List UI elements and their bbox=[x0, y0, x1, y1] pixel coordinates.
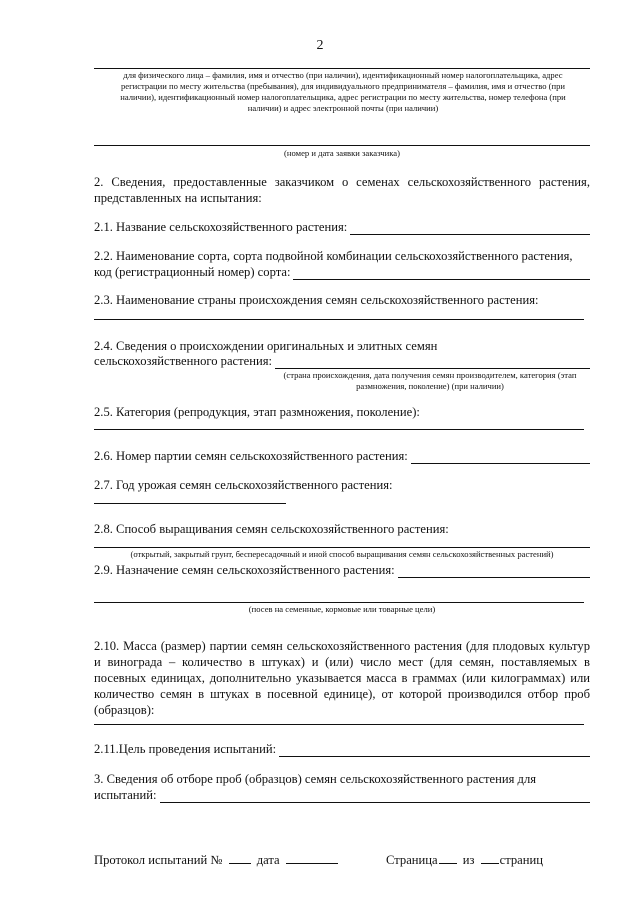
section-3-line[interactable] bbox=[160, 789, 591, 803]
pages-label: страниц bbox=[499, 853, 543, 867]
section-3-field[interactable] bbox=[94, 787, 590, 803]
section-2-title: 2. Сведения, предоставленные заказчиком о семенах сельскохозяйственного растения, представленных на испытания: bbox=[94, 175, 590, 205]
field-2-11-label: 2.11.Цель проведения испытаний: bbox=[94, 742, 277, 756]
field-2-8-label: 2.8. Способ выращивания семян сельскохозяйственного растения: bbox=[94, 522, 449, 536]
field-2-9-line[interactable] bbox=[398, 564, 590, 578]
field-2-5-label: 2.5. Категория (репродукция, этап размножения, поколение): bbox=[94, 405, 420, 419]
field-2-2-line[interactable] bbox=[293, 266, 590, 280]
field-2-4-label-a: 2.4. Сведения о происхождении оригинальных и элитных семян bbox=[94, 339, 438, 353]
field-2-5-line[interactable] bbox=[94, 429, 584, 430]
field-2-4[interactable] bbox=[94, 353, 590, 369]
field-2-8-caption: (открытый, закрытый грунт, беспересадочный и иной способ выращивания семян сельскохозяйственных растений) bbox=[130, 549, 554, 559]
field-2-6-line[interactable] bbox=[411, 450, 590, 464]
section-3-title-b: испытаний: bbox=[94, 788, 157, 802]
field-2-10-label: 2.10. Масса (размер) партии семян сельскохозяйственного растения (для плодовых культур и винограда – количество в штуках) и (или) число мест (для семян, поставляемых в посевных единицах, дополнительно указывается масса в граммах (или килограммах) или количество семян в штуках в посевной единице), от которой производился отбор проб (образцов): bbox=[94, 639, 590, 717]
protocol-number-field[interactable] bbox=[229, 851, 251, 864]
field-2-4-line[interactable] bbox=[275, 355, 590, 369]
field-2-11[interactable] bbox=[94, 741, 590, 757]
field-2-6[interactable] bbox=[94, 448, 590, 464]
date-label: дата bbox=[256, 853, 280, 867]
field-2-3-label: 2.3. Наименование страны происхождения семян сельскохозяйственного растения: bbox=[94, 293, 539, 307]
footer-pages bbox=[386, 851, 543, 868]
field-2-9-caption: (посев на семенные, кормовые или товарные цели) bbox=[248, 604, 436, 614]
field-2-2[interactable] bbox=[94, 264, 590, 280]
section-3-title-a: 3. Сведения об отборе проб (образцов) семян сельскохозяйственного растения для bbox=[94, 772, 537, 786]
field-2-9-label: 2.9. Назначение семян сельскохозяйственного растения: bbox=[94, 563, 395, 577]
page-total-field[interactable] bbox=[481, 851, 499, 864]
protocol-label: Протокол испытаний № bbox=[94, 853, 223, 867]
header-caption: для физического лица – фамилия, имя и отчество (при наличии), идентификационный номер налогоплательщика, адрес регистрации по месту жительства (пребывания), для индивидуального предпринимателя – фамилия, имя и отчество (при наличии), идентификационный номер налогоплательщика, адрес регистрации по месту жительства, номер телефона (при наличии) и адрес электронной почты (при наличии) bbox=[120, 70, 566, 113]
field-2-1-label: 2.1. Название сельскохозяйственного растения: bbox=[94, 220, 348, 234]
field-2-1-line[interactable] bbox=[350, 221, 590, 235]
field-2-7-line[interactable] bbox=[94, 503, 286, 504]
field-2-4-label-b: сельскохозяйственного растения: bbox=[94, 354, 273, 368]
page-number: 2 bbox=[316, 38, 324, 53]
field-2-3-line[interactable] bbox=[94, 319, 584, 320]
order-rule bbox=[94, 145, 590, 146]
field-2-4-caption: (страна происхождения, дата получения семян производителем, категория (этап размножения, поколение) (при наличии) bbox=[283, 370, 577, 391]
field-2-8-line[interactable] bbox=[94, 547, 590, 548]
footer-protocol bbox=[94, 851, 338, 868]
field-2-11-line[interactable] bbox=[279, 743, 590, 757]
page-label: Страница bbox=[386, 853, 438, 867]
field-2-9[interactable] bbox=[94, 562, 590, 578]
header-rule bbox=[94, 68, 590, 69]
field-2-2-label-b: код (регистрационный номер) сорта: bbox=[94, 265, 291, 279]
field-2-1[interactable] bbox=[94, 219, 590, 235]
of-label: из bbox=[462, 853, 475, 867]
page-current-field[interactable] bbox=[439, 851, 457, 864]
order-caption: (номер и дата заявки заказчика) bbox=[284, 148, 400, 158]
field-2-7-label: 2.7. Год урожая семян сельскохозяйственного растения: bbox=[94, 478, 393, 492]
field-2-2-label-a: 2.2. Наименование сорта, сорта подвойной комбинации сельскохозяйственного растения, bbox=[94, 249, 573, 263]
field-2-10-line[interactable] bbox=[94, 724, 584, 725]
protocol-date-field[interactable] bbox=[286, 851, 338, 864]
field-2-6-label: 2.6. Номер партии семян сельскохозяйственного растения: bbox=[94, 449, 408, 463]
field-2-9-line-2[interactable] bbox=[94, 602, 584, 603]
